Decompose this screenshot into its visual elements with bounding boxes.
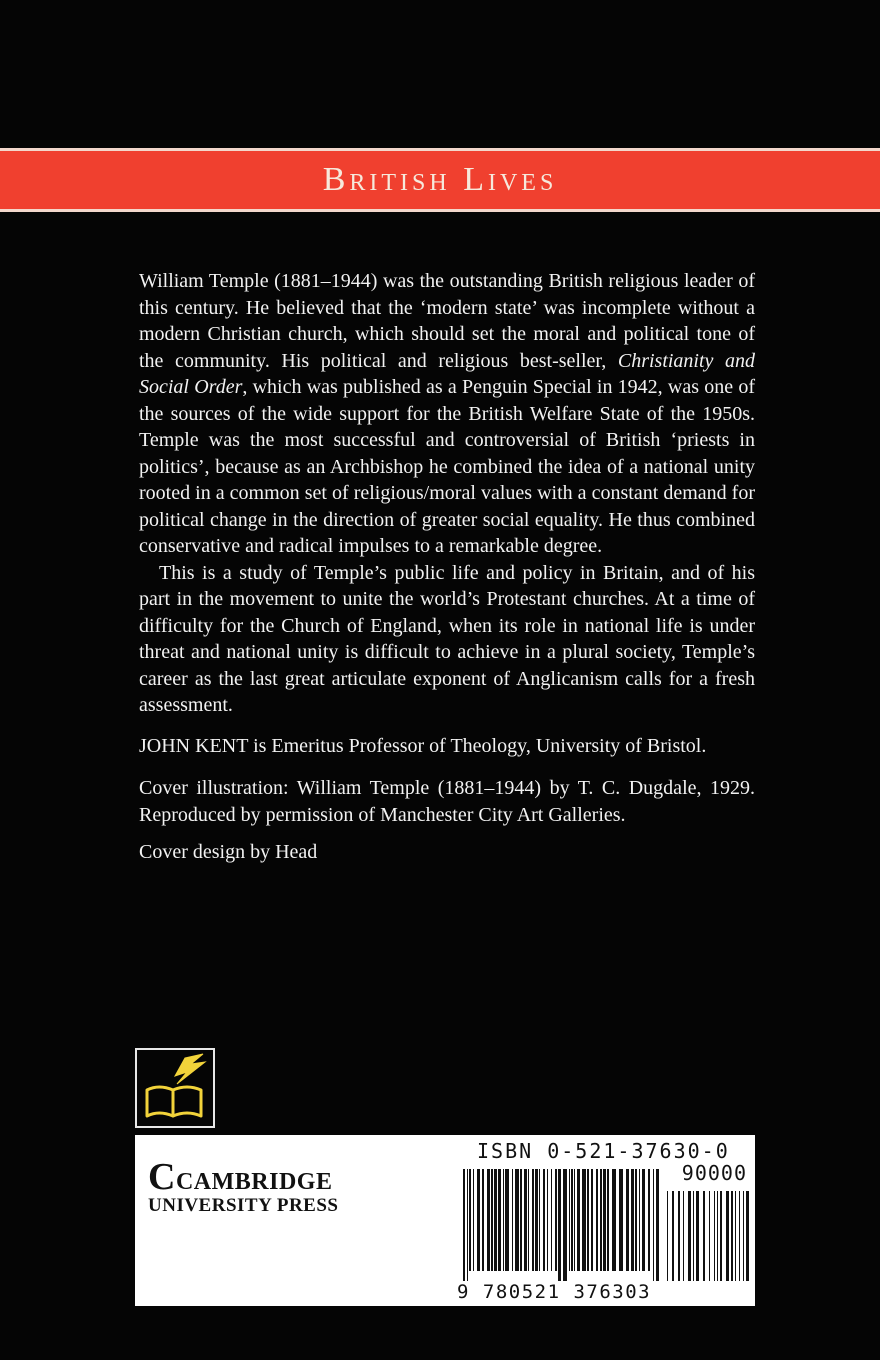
barcode-bar <box>635 1169 637 1271</box>
barcode-addon-bar <box>672 1191 674 1281</box>
barcode-bar <box>639 1169 640 1271</box>
barcode-bar <box>587 1169 589 1271</box>
barcode-bar <box>631 1169 634 1271</box>
barcode-bar <box>532 1169 534 1271</box>
series-banner <box>0 148 880 212</box>
barcode-bar <box>467 1169 468 1281</box>
barcode <box>463 1169 753 1283</box>
barcode-addon-bar <box>726 1191 729 1281</box>
barcode-addon-bar <box>717 1191 718 1281</box>
barcode-bar <box>648 1169 650 1271</box>
blurb-text-1b: , which was published as a Penguin Special in 1942, was one of the sources of the wide support for the British Welfare State of the 1950s. Temple was the most successful and controversial of British ‘priests in politics’, because as an Archbishop he combined the idea of a national unity rooted in a common set of religious/moral values with a constant demand for political change in the direction of greater social equality. He thus combined conservative and radical impulses to a remarkable degree. <box>139 376 755 557</box>
barcode-bar <box>498 1169 501 1271</box>
barcode-addon-bar <box>714 1191 715 1281</box>
author-note: JOHN KENT is Emeritus Professor of Theology, University of Bristol. <box>139 734 707 757</box>
barcode-addon-bar <box>746 1191 749 1281</box>
illustration-credit: Cover illustration: William Temple (1881–1944) by T. C. Dugdale, 1929. Reproduced by permission of Manchester City Art Galleries. <box>139 777 755 826</box>
barcode-bar <box>577 1169 580 1271</box>
barcode-bar <box>503 1169 504 1271</box>
barcode-bar <box>524 1169 527 1271</box>
barcode-bar <box>600 1169 602 1271</box>
barcode-bar <box>612 1169 616 1271</box>
barcode-bar <box>547 1169 548 1271</box>
barcode-bar <box>535 1169 538 1271</box>
publisher-panel <box>135 1135 755 1306</box>
blurb-paragraph-1 <box>139 268 755 560</box>
blurb <box>139 268 755 866</box>
cambridge-logo <box>135 1048 215 1128</box>
publisher-subtitle: UNIVERSITY PRESS <box>148 1195 339 1216</box>
barcode-bar <box>491 1169 493 1271</box>
barcode-addon-bar <box>743 1191 744 1281</box>
barcode-bar <box>543 1169 545 1271</box>
barcode-bar <box>569 1169 570 1271</box>
barcode-addon-bar <box>667 1191 668 1281</box>
barcode-bar <box>477 1169 480 1271</box>
barcode-bar <box>487 1169 490 1271</box>
barcode-bar <box>653 1169 654 1281</box>
barcode-bar <box>494 1169 497 1271</box>
barcode-addon-bar <box>731 1191 733 1281</box>
barcode-bar <box>469 1169 471 1271</box>
isbn-number: ISBN 0-521-37630-0 <box>477 1139 730 1163</box>
barcode-bar <box>603 1169 606 1271</box>
barcode-bar <box>571 1169 573 1271</box>
barcode-bar <box>528 1169 529 1271</box>
barcode-bar <box>512 1169 513 1271</box>
barcode-addon-bar <box>709 1191 710 1281</box>
open-book-lightning-icon <box>137 1050 213 1126</box>
barcode-bar <box>555 1169 557 1271</box>
barcode-addon-bar <box>678 1191 680 1281</box>
barcode-bar <box>558 1169 561 1281</box>
barcode-bar <box>473 1169 474 1271</box>
design-credit: Cover design by Head <box>139 841 318 863</box>
barcode-bar <box>482 1169 484 1271</box>
barcode-addon-bar <box>696 1191 699 1281</box>
barcode-bar <box>463 1169 465 1281</box>
barcode-bar <box>505 1169 509 1271</box>
barcode-bar <box>515 1169 519 1271</box>
barcode-bar <box>582 1169 586 1271</box>
barcode-addon-bar <box>693 1191 694 1281</box>
barcode-bar <box>574 1169 575 1271</box>
blurb-paragraph-2: This is a study of Temple’s public life and policy in Britain, and of his part in the movement to unite the world’s Protestant churches. At a time of difficulty for the Church of England, when its role in national life is under threat and national unity is difficult to achieve in a plural society, Temple’s career as the last great articulate exponent of Anglicanism calls for a fresh assessment. <box>139 561 755 716</box>
blurb-text-1a: William Temple (1881–1944) was the outstanding British religious leader of this century. He believed that the ‘modern state’ was incomplete without a modern Christian church, which should set the moral and political tone of the community. His political and religious best-seller, <box>139 270 755 372</box>
barcode-bar <box>656 1169 659 1281</box>
barcode-bar <box>626 1169 629 1271</box>
publisher-name: Ccambridge <box>148 1156 333 1198</box>
barcode-addon-bar <box>683 1191 684 1281</box>
barcode-addon-bar <box>739 1191 740 1281</box>
barcode-bar <box>591 1169 593 1271</box>
price-code: 90000 <box>681 1161 747 1185</box>
barcode-bar <box>596 1169 598 1271</box>
barcode-bar <box>520 1169 522 1271</box>
barcode-bar <box>563 1169 567 1281</box>
barcode-bar <box>539 1169 540 1271</box>
barcode-addon-bar <box>735 1191 736 1281</box>
barcode-bar <box>551 1169 552 1271</box>
barcode-bar <box>607 1169 609 1271</box>
barcode-digits: 9 780521 376303 <box>457 1281 652 1303</box>
barcode-addon-bar <box>688 1191 691 1281</box>
series-title: British Lives <box>322 161 558 198</box>
book-title-italic: Christianity and Social Order <box>139 349 756 398</box>
barcode-bar <box>642 1169 645 1271</box>
barcode-addon-bar <box>720 1191 722 1281</box>
barcode-bar <box>619 1169 623 1271</box>
barcode-addon-bar <box>703 1191 705 1281</box>
